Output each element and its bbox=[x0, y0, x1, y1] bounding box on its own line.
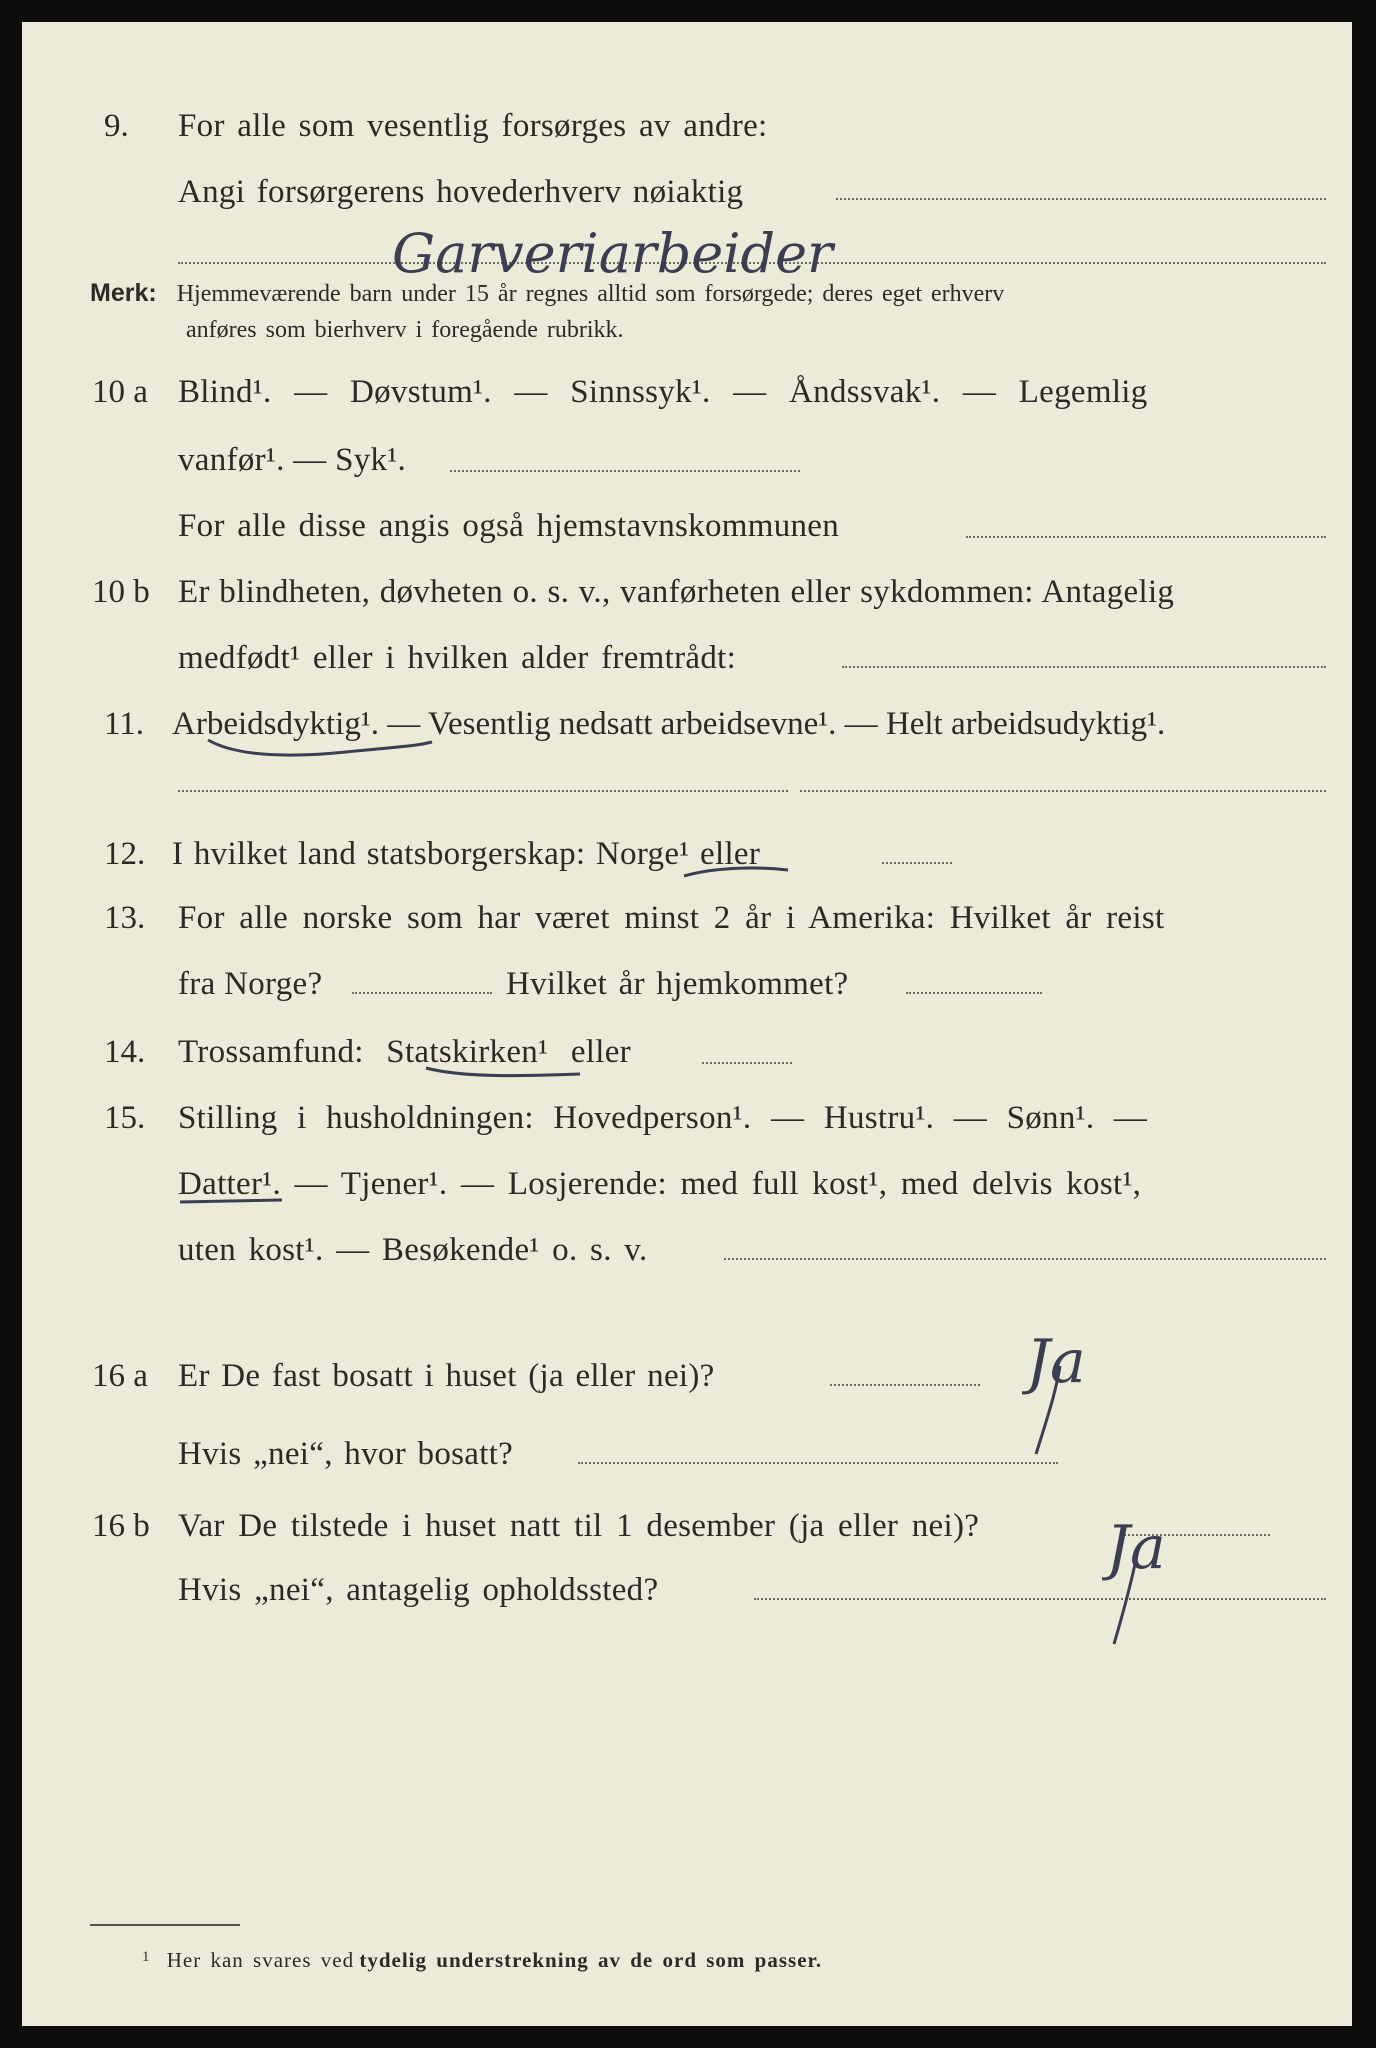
q13-line1: For alle norske som har været minst 2 år i Amerika: Hvilket år reist bbox=[178, 900, 1165, 936]
q16b-line2: Hvis „nei“, antagelig opholdssted? bbox=[178, 1572, 659, 1608]
q9-answer-text: Garveriarbeider bbox=[392, 222, 833, 285]
q11-answer-line-2 bbox=[800, 790, 1326, 792]
q10b-answer-line bbox=[842, 666, 1326, 668]
q10b-line1: Er blindheten, døvheten o. s. v., vanførheten eller sykdommen: Antagelig bbox=[178, 574, 1175, 610]
q10a-answer-line bbox=[450, 470, 800, 472]
q14-number: 14. bbox=[104, 1034, 146, 1070]
q16a-line2: Hvis „nei“, hvor bosatt? bbox=[178, 1436, 514, 1472]
q16a-handwritten-answer bbox=[1022, 1322, 1172, 1467]
q15-datter-underline bbox=[178, 1194, 288, 1215]
q13-line2b: Hvilket år hjemkommet? bbox=[506, 966, 849, 1002]
q10a-number: 10 a bbox=[92, 374, 148, 410]
q13-number: 13. bbox=[104, 900, 146, 936]
q9-answer-line-1 bbox=[836, 198, 1326, 200]
q9-line1: For alle som vesentlig forsørges av andre: bbox=[178, 108, 768, 144]
q10a-line3: For alle disse angis også hjemstavnskommunen bbox=[178, 508, 840, 544]
q10b-line2: medfødt¹ eller i hvilken alder fremtrådt: bbox=[178, 640, 737, 676]
q13-year-left-line bbox=[352, 992, 492, 994]
q13-year-returned-line bbox=[906, 992, 1042, 994]
q15-answer-line bbox=[724, 1258, 1326, 1260]
merk-note-line2: anføres som bierhverv i foregående rubrikk. bbox=[186, 317, 624, 343]
q9-number: 9. bbox=[104, 108, 129, 144]
q16a-number: 16 a bbox=[92, 1358, 148, 1394]
q16b-answer-text: Ja bbox=[1106, 1513, 1166, 1583]
q15-number: 15. bbox=[104, 1100, 146, 1136]
q12-answer-line bbox=[882, 862, 952, 864]
q15-line3: uten kost¹. — Besøkende¹ o. s. v. bbox=[178, 1232, 648, 1268]
q10a-line1: Blind¹. — Døvstum¹. — Sinnssyk¹. — Åndssvak¹. — Legemlig bbox=[178, 374, 1148, 410]
q12-line1: I hvilket land statsborgerskap: Norge¹ eller bbox=[172, 836, 761, 872]
q11-line1: Arbeidsdyktig¹. — Vesentlig nedsatt arbeidsevne¹. — Helt arbeidsudyktig¹. bbox=[172, 706, 1166, 742]
q16b-number: 16 b bbox=[92, 1508, 150, 1544]
q12-norge-underline bbox=[682, 862, 792, 889]
census-form-page bbox=[22, 22, 1352, 2026]
q15-line2: Datter¹. — Tjener¹. — Losjerende: med full kost¹, med delvis kost¹, bbox=[178, 1166, 1142, 1202]
q14-statskirken-underline bbox=[424, 1060, 584, 1091]
q10a-hometown-line bbox=[966, 536, 1326, 538]
q10a-line2: vanfør¹. — Syk¹. bbox=[178, 442, 407, 478]
q11-arbeidsdyktig-underline bbox=[206, 734, 436, 769]
merk-text-1: Hjemmeværende barn under 15 år regnes alltid som forsørgede; deres eget erhverv bbox=[176, 281, 1005, 307]
q12-number: 12. bbox=[104, 836, 146, 872]
merk-label: Merk: bbox=[90, 279, 157, 307]
q16a-line1: Er De fast bosatt i huset (ja eller nei)? bbox=[178, 1358, 715, 1394]
q14-answer-line bbox=[702, 1062, 792, 1064]
q9-line2: Angi forsørgerens hovederhverv nøiaktig bbox=[178, 174, 744, 210]
q16a-answer-text: Ja bbox=[1026, 1327, 1086, 1397]
q11-answer-line-1 bbox=[178, 790, 788, 792]
footnote-text-plain: Her kan svares ved bbox=[166, 1948, 355, 1972]
footnote-text-bold: tydelig understrekning av de ord som passer. bbox=[359, 1948, 823, 1972]
footnote bbox=[142, 1944, 822, 1973]
q16a-residence-line bbox=[578, 1462, 1058, 1464]
q16b-line1: Var De tilstede i huset natt til 1 desember (ja eller nei)? bbox=[178, 1508, 980, 1544]
q14-line1: Trossamfund: Statskirken¹ eller bbox=[178, 1034, 631, 1070]
q11-number: 11. bbox=[104, 706, 145, 742]
q16a-answer-line bbox=[830, 1384, 980, 1386]
footnote-mark: 1 bbox=[142, 1949, 150, 1965]
q16b-handwritten-answer bbox=[1102, 1500, 1252, 1655]
q10b-number: 10 b bbox=[92, 574, 150, 610]
q13-line2a: fra Norge? bbox=[178, 966, 323, 1002]
merk-note-line1 bbox=[90, 278, 1004, 309]
footnote-rule bbox=[90, 1924, 240, 1926]
q15-line1: Stilling i husholdningen: Hovedperson¹. — Hustru¹. — Sønn¹. — bbox=[178, 1100, 1148, 1136]
